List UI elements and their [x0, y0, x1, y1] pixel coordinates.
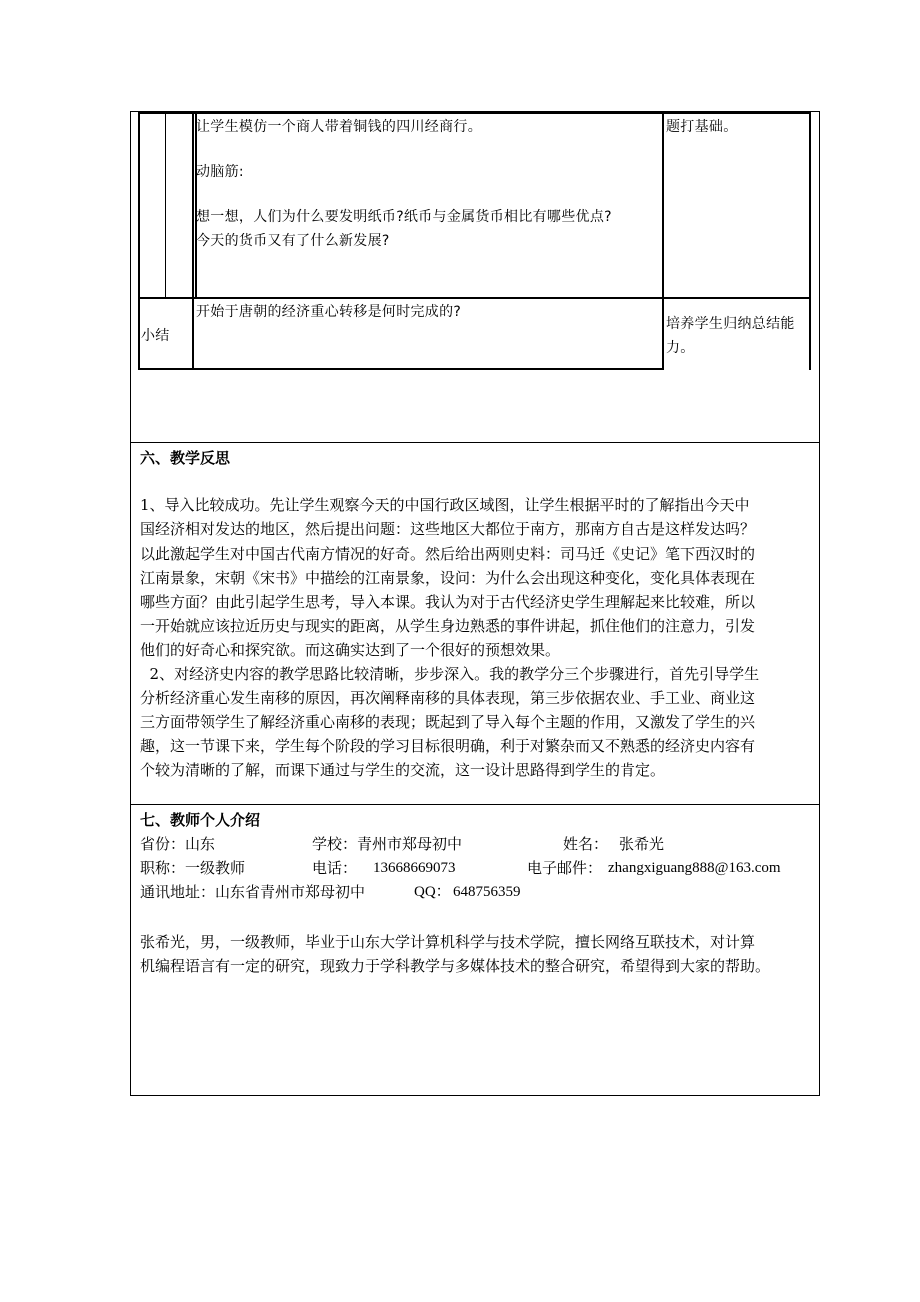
province-field: 省份：山东	[140, 835, 216, 853]
inner-bottom-border	[138, 368, 664, 370]
inner-row-separator	[138, 297, 811, 299]
school-field: 学校：青州市郑母初中	[312, 835, 463, 853]
qq-value: 648756359	[453, 884, 521, 900]
section6-line: 哪些方面？由此引起学生思考，导入本课。我认为对于古代经济史学生理解起来比较难，所以	[140, 593, 756, 611]
phone-label: 电话：	[312, 859, 358, 877]
section6-line: 2、对经济史内容的教学思路比较清晰，步步深入。我的教学分三个步骤进行，首先引导学生	[140, 665, 760, 683]
address-field: 通讯地址：山东省青州市郑母初中	[140, 883, 366, 901]
row1-content-line-1: 让学生模仿一个商人带着铜钱的四川经商行。	[196, 119, 482, 135]
email-value[interactable]: zhangxiguang888@163.com	[608, 860, 781, 876]
section6-line: 1、导入比较成功。先让学生观察今天的中国行政区域图，让学生根据平时的了解指出今天中	[140, 496, 750, 514]
inner-col-line-2	[662, 112, 664, 370]
section6-line: 以此激起学生对中国古代南方情况的好奇。然后给出两则史料：司马迁《史记》笔下西汉时的	[140, 545, 756, 563]
section6-line: 三方面带领学生了解经济重心南移的表现；既起到了导入每个主题的作用，又激发了学生的兴	[140, 713, 756, 731]
inner-left-border	[138, 112, 140, 370]
section6-line: 他们的好奇心和探究欲。而这确实达到了一个很好的预想效果。	[140, 641, 561, 659]
bio-line: 机编程语言有一定的研究，现致力于学科教学与多媒体技术的整合研究，希望得到大家的帮助。	[140, 957, 771, 975]
title-field: 职称：一级教师	[140, 859, 246, 877]
bio-line: 张希光，男，一级教师，毕业于山东大学计算机科学与技术学院，擅长网络互联技术，对计算	[140, 933, 756, 951]
section6-line: 趣，这一节课下来，学生每个阶段的学习目标很明确，利于对繁杂而又不熟悉的经济史内容有	[140, 737, 756, 755]
inner-col-line-1	[192, 112, 194, 370]
inner-top-border	[138, 112, 811, 114]
inner-col-line-1b	[195, 112, 197, 299]
inner-subcol-line	[165, 112, 166, 299]
row2-purpose-line-1: 培养学生归纳总结能	[666, 316, 795, 332]
row2-label: 小结	[141, 328, 170, 344]
row2-purpose-line-2: 力。	[666, 340, 695, 356]
section7-heading: 七、教师个人介绍	[140, 811, 261, 829]
section6-line: 一开始就应该拉近历史与现实的距离，从学生身边熟悉的事件讲起，抓住他们的注意力，引发	[140, 617, 756, 635]
email-label: 电子邮件：	[527, 859, 603, 877]
row1-content-line-3: 想一想，人们为什么要发明纸币?纸币与金属货币相比有哪些优点?	[196, 209, 612, 225]
section6-line: 国经济相对发达的地区，然后提出问题：这些地区大都位于南方，那南方自古是这样发达吗？	[140, 520, 756, 538]
section6-line: 分析经济重心发生南移的原因，再次阐释南移的具体表现，第三步依据农业、手工业、商业这	[140, 689, 756, 707]
section6-heading: 六、教学反思	[140, 449, 231, 467]
inner-right-border	[809, 112, 811, 370]
name-value: 张希光	[619, 835, 665, 853]
section7-divider	[130, 804, 820, 805]
section6-divider	[130, 442, 820, 443]
section6-line: 江南景象，宋朝《宋书》中描绘的江南景象，设问：为什么会出现这种变化，变化具体表现在	[140, 569, 756, 587]
row2-content: 开始于唐朝的经济重心转移是何时完成的?	[196, 304, 462, 320]
name-label: 姓名：	[563, 835, 609, 853]
row1-purpose: 题打基础。	[666, 119, 738, 135]
row1-content-line-2: 动脑筋:	[196, 164, 244, 180]
qq-label: QQ：	[414, 884, 451, 900]
section6-line: 个较为清晰的了解，而课下通过与学生的交流，这一设计思路得到学生的肯定。	[140, 761, 666, 779]
phone-value: 13668669073	[373, 860, 456, 876]
row1-content-line-4: 今天的货币又有了什么新发展?	[196, 233, 390, 249]
